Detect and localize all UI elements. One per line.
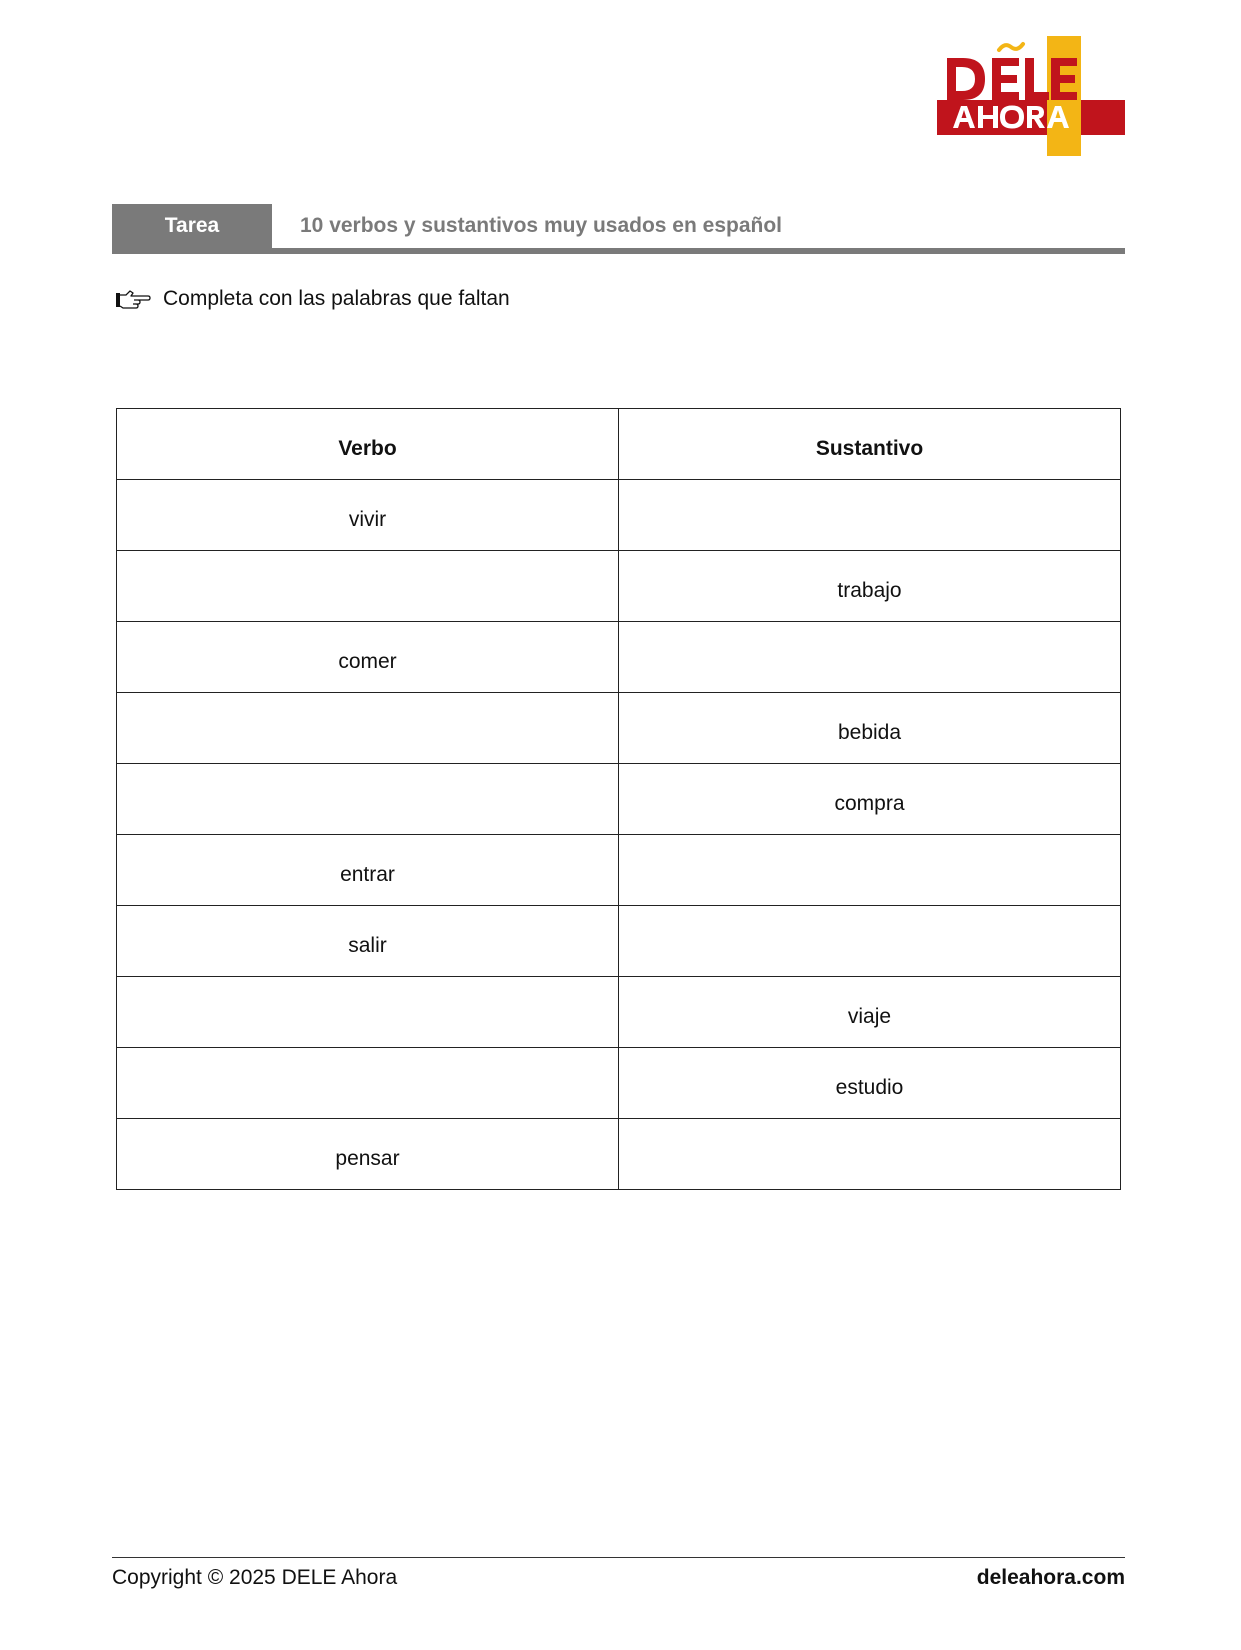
verb-cell[interactable] (117, 693, 619, 764)
column-header-verbo: Verbo (117, 409, 619, 480)
noun-cell[interactable]: bebida (619, 693, 1121, 764)
noun-cell[interactable]: trabajo (619, 551, 1121, 622)
verb-cell[interactable]: salir (117, 906, 619, 977)
verb-cell[interactable]: pensar (117, 1119, 619, 1190)
pointing-hand-icon (115, 287, 151, 311)
verb-cell[interactable] (117, 551, 619, 622)
table-row (117, 551, 1121, 622)
noun-cell[interactable] (619, 835, 1121, 906)
dele-ahora-logo (937, 36, 1125, 156)
verb-cell[interactable]: vivir (117, 480, 619, 551)
verb-noun-table (116, 408, 1121, 1190)
verb-cell[interactable] (117, 764, 619, 835)
table-row (117, 622, 1121, 693)
table-row (117, 1119, 1121, 1190)
task-badge: Tarea (112, 204, 272, 248)
footer-rule (112, 1557, 1125, 1558)
table-row (117, 835, 1121, 906)
noun-cell[interactable]: estudio (619, 1048, 1121, 1119)
noun-cell[interactable] (619, 480, 1121, 551)
task-header-rule (112, 248, 1125, 254)
table-row (117, 977, 1121, 1048)
task-header (112, 204, 1125, 254)
verb-cell[interactable] (117, 1048, 619, 1119)
noun-cell[interactable]: compra (619, 764, 1121, 835)
noun-cell[interactable] (619, 906, 1121, 977)
task-title: 10 verbos y sustantivos muy usados en español (300, 214, 783, 237)
table-row (117, 764, 1121, 835)
table-header-row (117, 409, 1121, 480)
instruction (115, 282, 510, 316)
verb-cell[interactable]: comer (117, 622, 619, 693)
noun-cell[interactable]: viaje (619, 977, 1121, 1048)
instruction-text: Completa con las palabras que faltan (163, 287, 510, 310)
table-row (117, 1048, 1121, 1119)
table-row (117, 480, 1121, 551)
table-row (117, 693, 1121, 764)
table-row (117, 906, 1121, 977)
footer-copyright: Copyright © 2025 DELE Ahora (112, 1566, 398, 1589)
verb-cell[interactable]: entrar (117, 835, 619, 906)
footer-site-link[interactable]: deleahora.com (976, 1566, 1125, 1589)
noun-cell[interactable] (619, 622, 1121, 693)
verb-cell[interactable] (117, 977, 619, 1048)
noun-cell[interactable] (619, 1119, 1121, 1190)
column-header-sustantivo: Sustantivo (619, 409, 1121, 480)
